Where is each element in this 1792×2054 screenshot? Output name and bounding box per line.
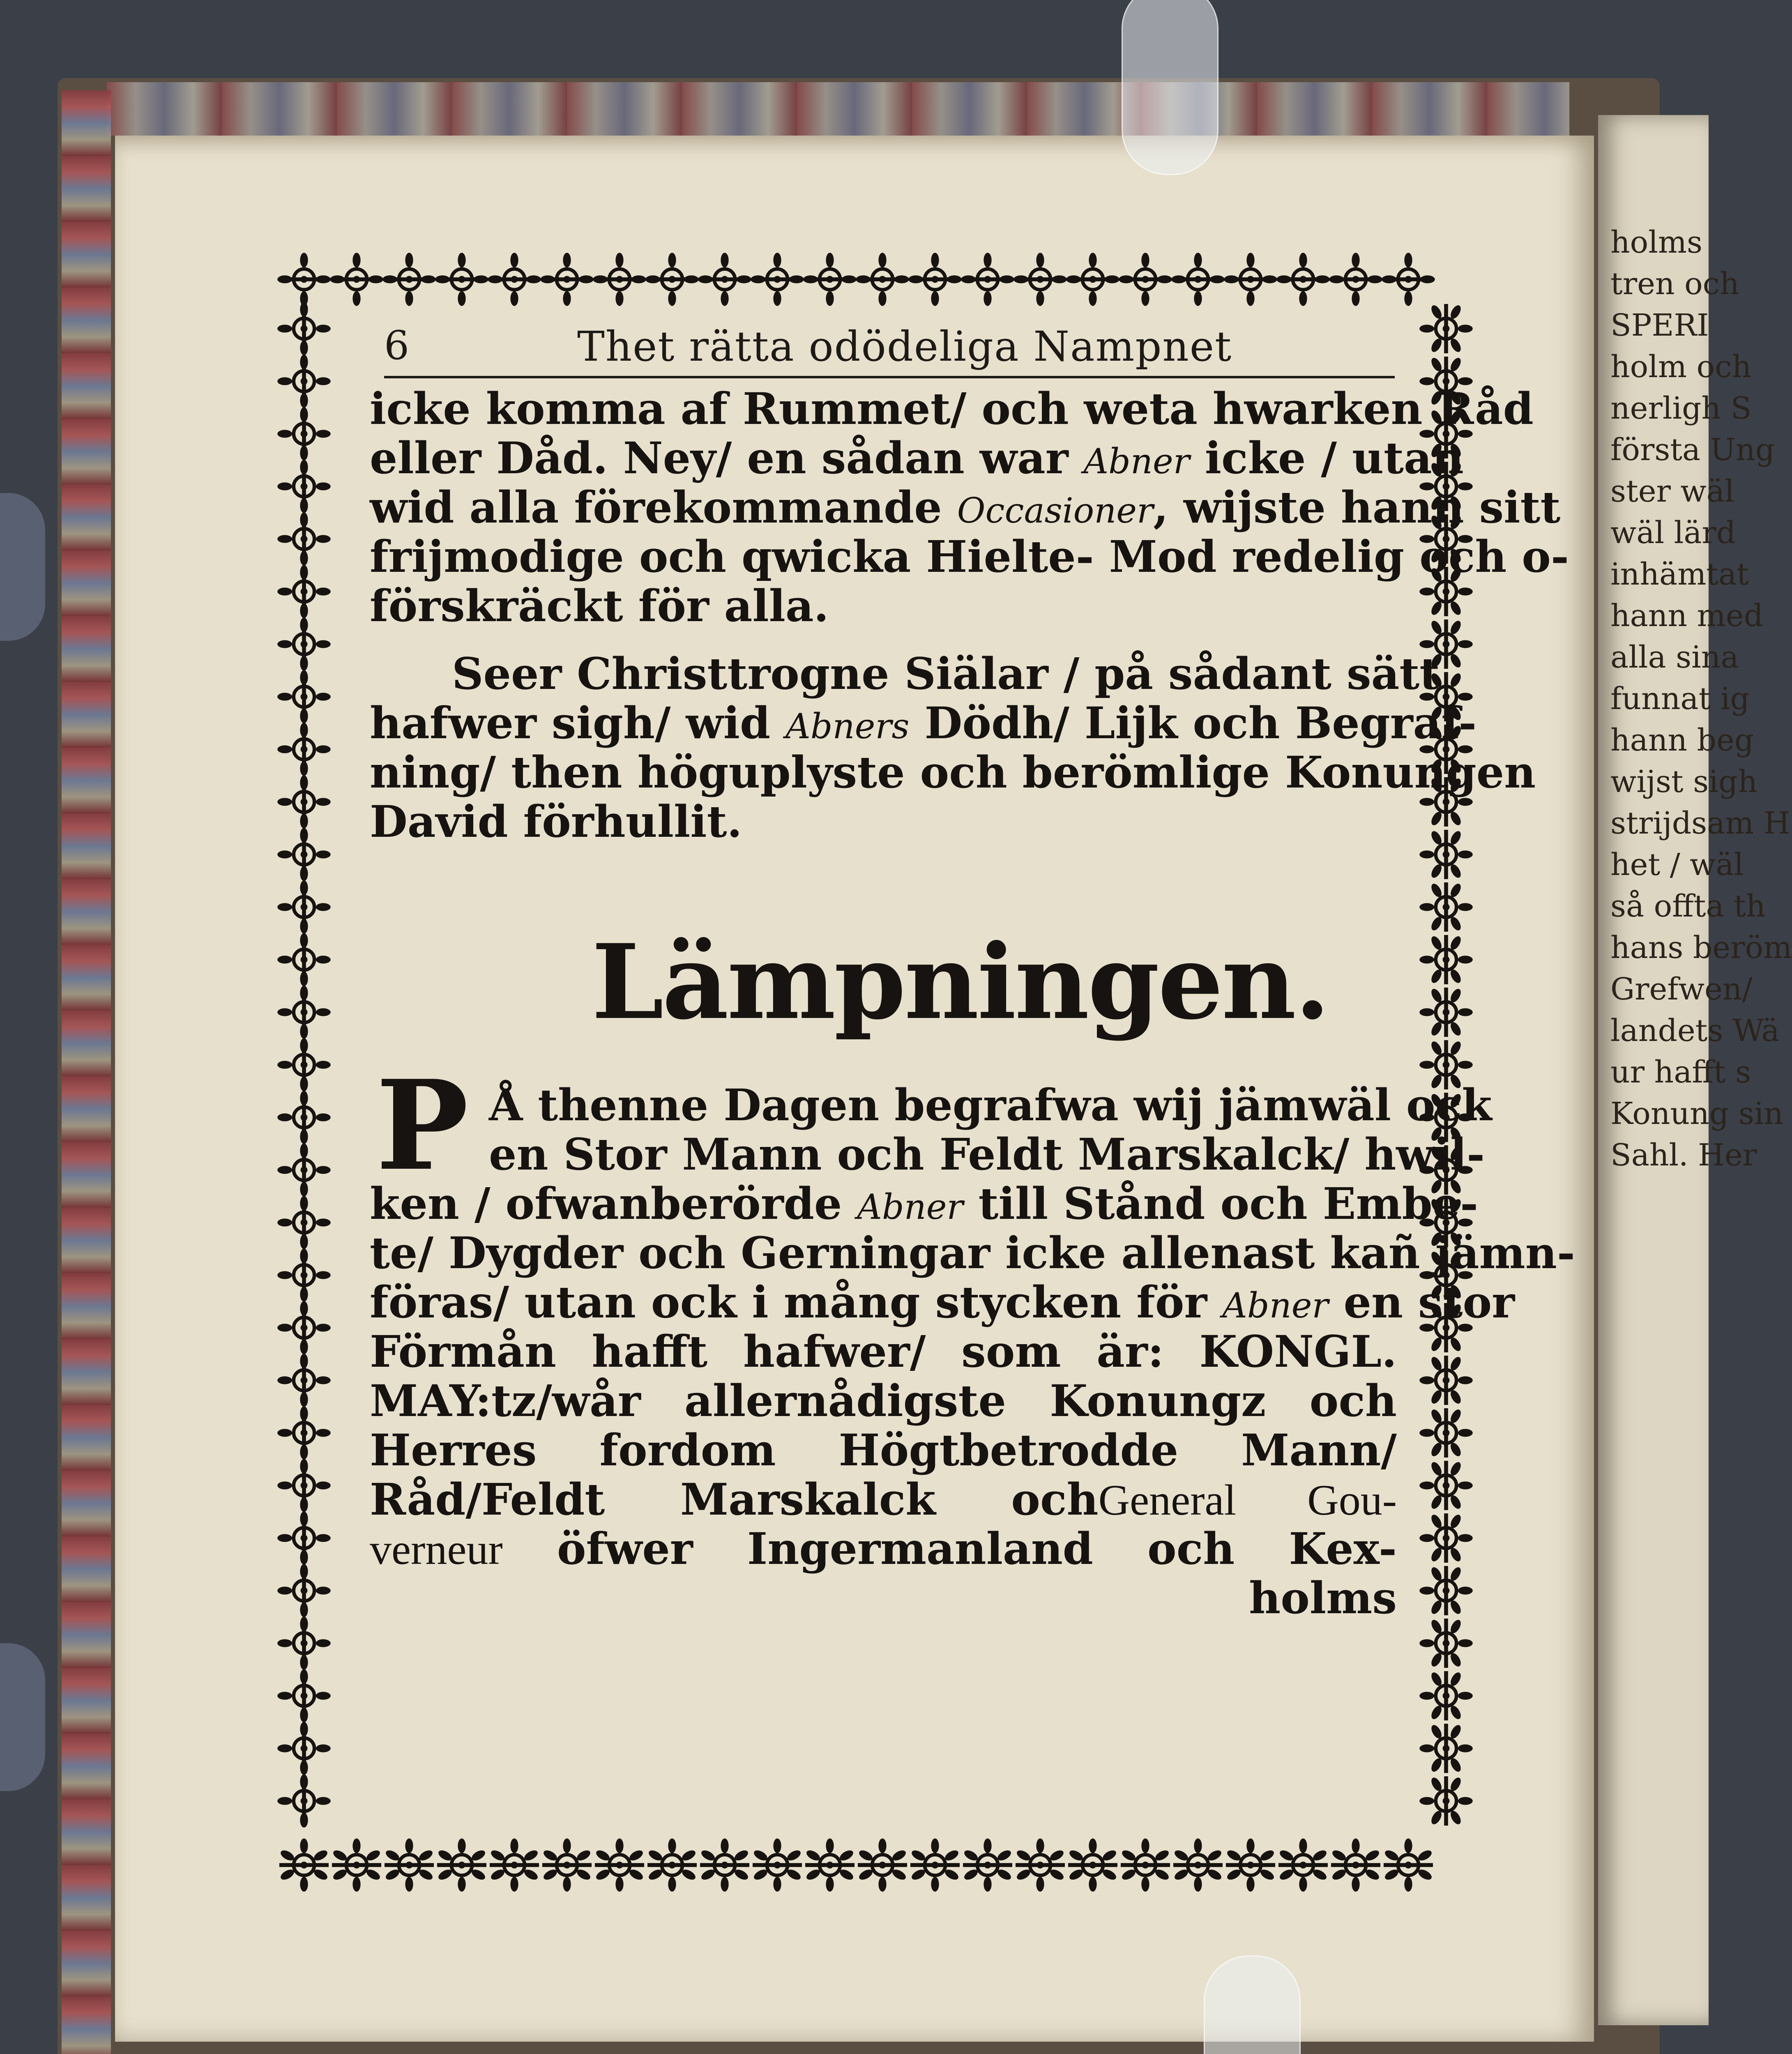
paragraph-2 [370, 648, 1536, 847]
facing-line: hann med [1610, 598, 1763, 633]
text-segment: General Gou- [1098, 1476, 1397, 1524]
fleuron-ornament [277, 1196, 331, 1249]
text-segment: ning/ then höguplyste och berömlige Konungen [370, 746, 1536, 798]
fleuron-ornament [437, 1838, 487, 1892]
text-segment: Dödh/ Lijk och Begraf- [909, 697, 1477, 748]
text-line [370, 1178, 1479, 1229]
facing-line: Grefwen/ [1610, 972, 1753, 1007]
text-line [370, 432, 1464, 484]
text-segment: Å thenne Dagen begrafwa wij jämwäl ock [489, 1079, 1492, 1131]
paragraph-3 [370, 1079, 1575, 1623]
page-clip-bottom [1204, 1955, 1301, 2054]
fleuron-ornament [277, 512, 331, 566]
fleuron-ornament [1120, 1838, 1170, 1892]
facing-line: strijdsam H [1610, 806, 1790, 841]
fleuron-ornament [961, 253, 1014, 306]
text-segment: icke / utan [1189, 432, 1464, 484]
fleuron-ornament [1419, 882, 1473, 932]
fleuron-ornament [1119, 253, 1172, 306]
fleuron-ornament [277, 670, 331, 723]
running-head-title: Thet rätta odödeliga Nampnet [577, 322, 1232, 371]
fleuron-ornament [277, 1143, 331, 1197]
fleuron-ornament [384, 1838, 434, 1892]
fleuron-ornament [277, 828, 331, 881]
text-line [370, 383, 1534, 434]
fleuron-ornament [277, 1669, 331, 1722]
fleuron-ornament [332, 1838, 382, 1892]
facing-line: landets Wä [1610, 1013, 1780, 1048]
text-segment: MAY:tz/wår allernådigste Konungz och [370, 1375, 1397, 1426]
text-line [370, 581, 1397, 631]
text-line [370, 1376, 1397, 1425]
fleuron-ornament [908, 253, 962, 306]
fleuron-ornament [330, 253, 383, 306]
facing-line: hans beröm [1610, 930, 1792, 965]
fleuron-ornament [1276, 253, 1330, 306]
fleuron-ornament [645, 253, 699, 306]
facing-line: funnat ig [1610, 681, 1750, 716]
fleuron-ornament [803, 253, 857, 306]
text-segment: förskräckt för alla. [370, 580, 829, 631]
text-segment: David förhullit. [370, 796, 742, 847]
page-number: 6 [384, 322, 410, 368]
facing-line: Sahl. Her [1610, 1138, 1757, 1173]
text-segment: icke komma af Rummet/ och weta hwarken Råd [370, 383, 1534, 434]
fleuron-ornament [1419, 935, 1473, 985]
text-segment: en Stor Mann och Feldt Marskalck/ hwil- [489, 1128, 1485, 1180]
facing-line: ur hafft s [1610, 1055, 1751, 1090]
fleuron-ornament [277, 355, 331, 408]
facing-line: holm och [1610, 349, 1752, 385]
fleuron-ornament [594, 1838, 645, 1892]
fleuron-ornament [1068, 1838, 1118, 1892]
fleuron-ornament [1329, 253, 1382, 306]
fleuron-ornament [540, 253, 594, 306]
fleuron-ornament [277, 1301, 331, 1354]
fleuron-ornament [277, 253, 331, 306]
facing-line: Konung sin [1610, 1096, 1784, 1131]
text-segment: te/ Dygder och Gerningar icke allenast kañ jämn- [370, 1227, 1575, 1278]
facing-line: ster wäl [1610, 474, 1734, 509]
fleuron-ornament [435, 253, 488, 306]
fleuron-ornament [1225, 1838, 1276, 1892]
marbled-endpaper-top [107, 82, 1569, 136]
text-line [370, 697, 1477, 748]
fleuron-ornament [277, 407, 331, 461]
facing-line: het / wäl [1610, 847, 1744, 882]
text-line [370, 1327, 1397, 1376]
fleuron-ornament [963, 1838, 1013, 1892]
fleuron-ornament [277, 1564, 331, 1617]
fleuron-ornament [1015, 1838, 1065, 1892]
text-line [370, 1276, 1515, 1328]
fleuron-ornament [1278, 1838, 1328, 1892]
fleuron-ornament [488, 253, 541, 306]
marbled-endpaper-left [62, 90, 111, 2054]
fleuron-ornament [277, 880, 331, 934]
facing-line: holms [1610, 225, 1703, 260]
fleuron-ornament [910, 1838, 960, 1892]
fleuron-ornament [1419, 1723, 1473, 1773]
text-line [370, 1425, 1397, 1475]
fleuron-ornament [700, 1838, 750, 1892]
fleuron-ornament [277, 1616, 331, 1670]
fleuron-ornament [279, 1838, 329, 1892]
fleuron-ornament [647, 1838, 697, 1892]
text-line [370, 531, 1569, 582]
text-segment: eller Dåd. Ney/ en sådan war [370, 432, 1084, 484]
paragraph-1 [370, 383, 1569, 631]
text-line [370, 1079, 1492, 1131]
fleuron-ornament [805, 1838, 855, 1892]
text-segment: wid alla förekommande [370, 481, 957, 533]
page-clip-top [1122, 0, 1218, 175]
fleuron-ornament [277, 1722, 331, 1775]
text-segment: Seer Christtrogne Siälar / på sådant sätt [452, 648, 1440, 699]
fleuron-ornament [1382, 253, 1435, 306]
drop-cap: P [376, 1053, 469, 1198]
text-line [370, 481, 1561, 533]
text-segment: Abner [857, 1187, 963, 1227]
fleuron-ornament [1419, 987, 1473, 1037]
fleuron-ornament [1171, 253, 1225, 306]
fleuron-ornament [857, 1838, 908, 1892]
text-segment: Occasioner [957, 490, 1154, 531]
fleuron-ornament [1331, 1838, 1381, 1892]
fleuron-ornament [277, 460, 331, 513]
fleuron-ornament [751, 253, 804, 306]
fleuron-ornament [277, 986, 331, 1039]
text-segment: Abner [1222, 1285, 1329, 1326]
fleuron-ornament [1419, 1618, 1473, 1668]
fleuron-ornament [277, 1091, 331, 1144]
facing-line: så offta th [1610, 889, 1766, 924]
fleuron-ornament [277, 775, 331, 829]
fleuron-ornament [277, 723, 331, 776]
fleuron-ornament [542, 1838, 592, 1892]
running-head [384, 318, 1395, 378]
text-line [370, 1128, 1485, 1180]
fleuron-ornament [1383, 1838, 1433, 1892]
fleuron-ornament [277, 1354, 331, 1407]
text-segment: Abner [1083, 441, 1190, 481]
text-segment: frijmodige och qwicka Hielte- Mod redelig och o- [370, 531, 1569, 582]
fleuron-ornament [856, 253, 909, 306]
fleuron-ornament [277, 1406, 331, 1460]
fleuron-ornament [277, 1774, 331, 1828]
text-line [370, 746, 1536, 798]
fleuron-ornament [1013, 253, 1067, 306]
facing-line: första Ung [1610, 432, 1775, 467]
fleuron-ornament [1419, 1355, 1473, 1405]
facing-line: wijst sigh [1610, 764, 1757, 799]
fleuron-ornament [277, 617, 331, 671]
text-segment: hafwer sigh/ wid [370, 697, 786, 748]
fleuron-ornament [1173, 1838, 1223, 1892]
text-segment: föras/ utan ock i mång stycken för [370, 1276, 1223, 1328]
fleuron-ornament [277, 565, 331, 618]
text-segment: ken / ofwanberörde [370, 1178, 857, 1229]
fleuron-ornament [752, 1838, 802, 1892]
fleuron-ornament [1224, 253, 1277, 306]
fleuron-ornament [277, 1248, 331, 1302]
fleuron-ornament [1419, 1671, 1473, 1721]
cradle-clip-left-lower [0, 1643, 45, 1791]
fleuron-ornament [1419, 304, 1473, 354]
fleuron-ornament [1419, 1776, 1473, 1826]
fleuron-ornament [277, 1038, 331, 1091]
text-segment: öfwer Ingermanland och Kex- [502, 1523, 1397, 1574]
facing-line: SPERI [1610, 308, 1709, 343]
facing-line: tren och [1610, 266, 1739, 302]
section-heading: Lämpningen. [592, 921, 1329, 1042]
fleuron-ornament [1419, 829, 1473, 880]
catchword: holms [1249, 1572, 1397, 1623]
fleuron-ornament [593, 253, 646, 306]
fleuron-ornament [277, 1459, 331, 1512]
fleuron-ornament [1419, 1408, 1473, 1458]
text-segment: Förmån hafft hafwer/ som är: KONGL. [370, 1326, 1397, 1377]
fleuron-ornament [277, 933, 331, 986]
text-line [370, 797, 1397, 846]
facing-line: alla sina [1610, 640, 1739, 675]
facing-page-text [1610, 222, 1792, 1176]
text-segment: Abners [785, 706, 910, 746]
facing-line: nerligh S [1610, 391, 1752, 426]
text-line [370, 648, 1440, 699]
facing-line: wäl lärd [1610, 515, 1736, 550]
fleuron-ornament [277, 1511, 331, 1565]
text-line [370, 1475, 1397, 1524]
text-segment: till Stånd och Embe- [963, 1178, 1479, 1229]
fleuron-ornament [489, 1838, 539, 1892]
fleuron-ornament [698, 253, 751, 306]
facing-line: inhämtat [1610, 557, 1749, 592]
fleuron-ornament [382, 253, 436, 306]
fleuron-ornament [1419, 1566, 1473, 1616]
facing-line: hann beg [1610, 723, 1754, 758]
fleuron-ornament [1066, 253, 1119, 306]
text-line [370, 1524, 1397, 1573]
fleuron-ornament [1419, 1460, 1473, 1511]
text-segment: verneur [370, 1525, 503, 1573]
text-segment: Herres fordom Högtbetrodde Mann/ [370, 1424, 1397, 1476]
text-segment: , wijste hann sitt [1153, 481, 1561, 533]
text-segment: en stor [1328, 1276, 1515, 1328]
cradle-clip-left-upper [0, 493, 45, 641]
fleuron-ornament [277, 302, 331, 355]
fleuron-ornament [1419, 1513, 1473, 1563]
text-line [370, 1227, 1575, 1278]
text-segment: Råd/Feldt Marskalck och [370, 1474, 1099, 1525]
facing-page [1598, 115, 1792, 2025]
